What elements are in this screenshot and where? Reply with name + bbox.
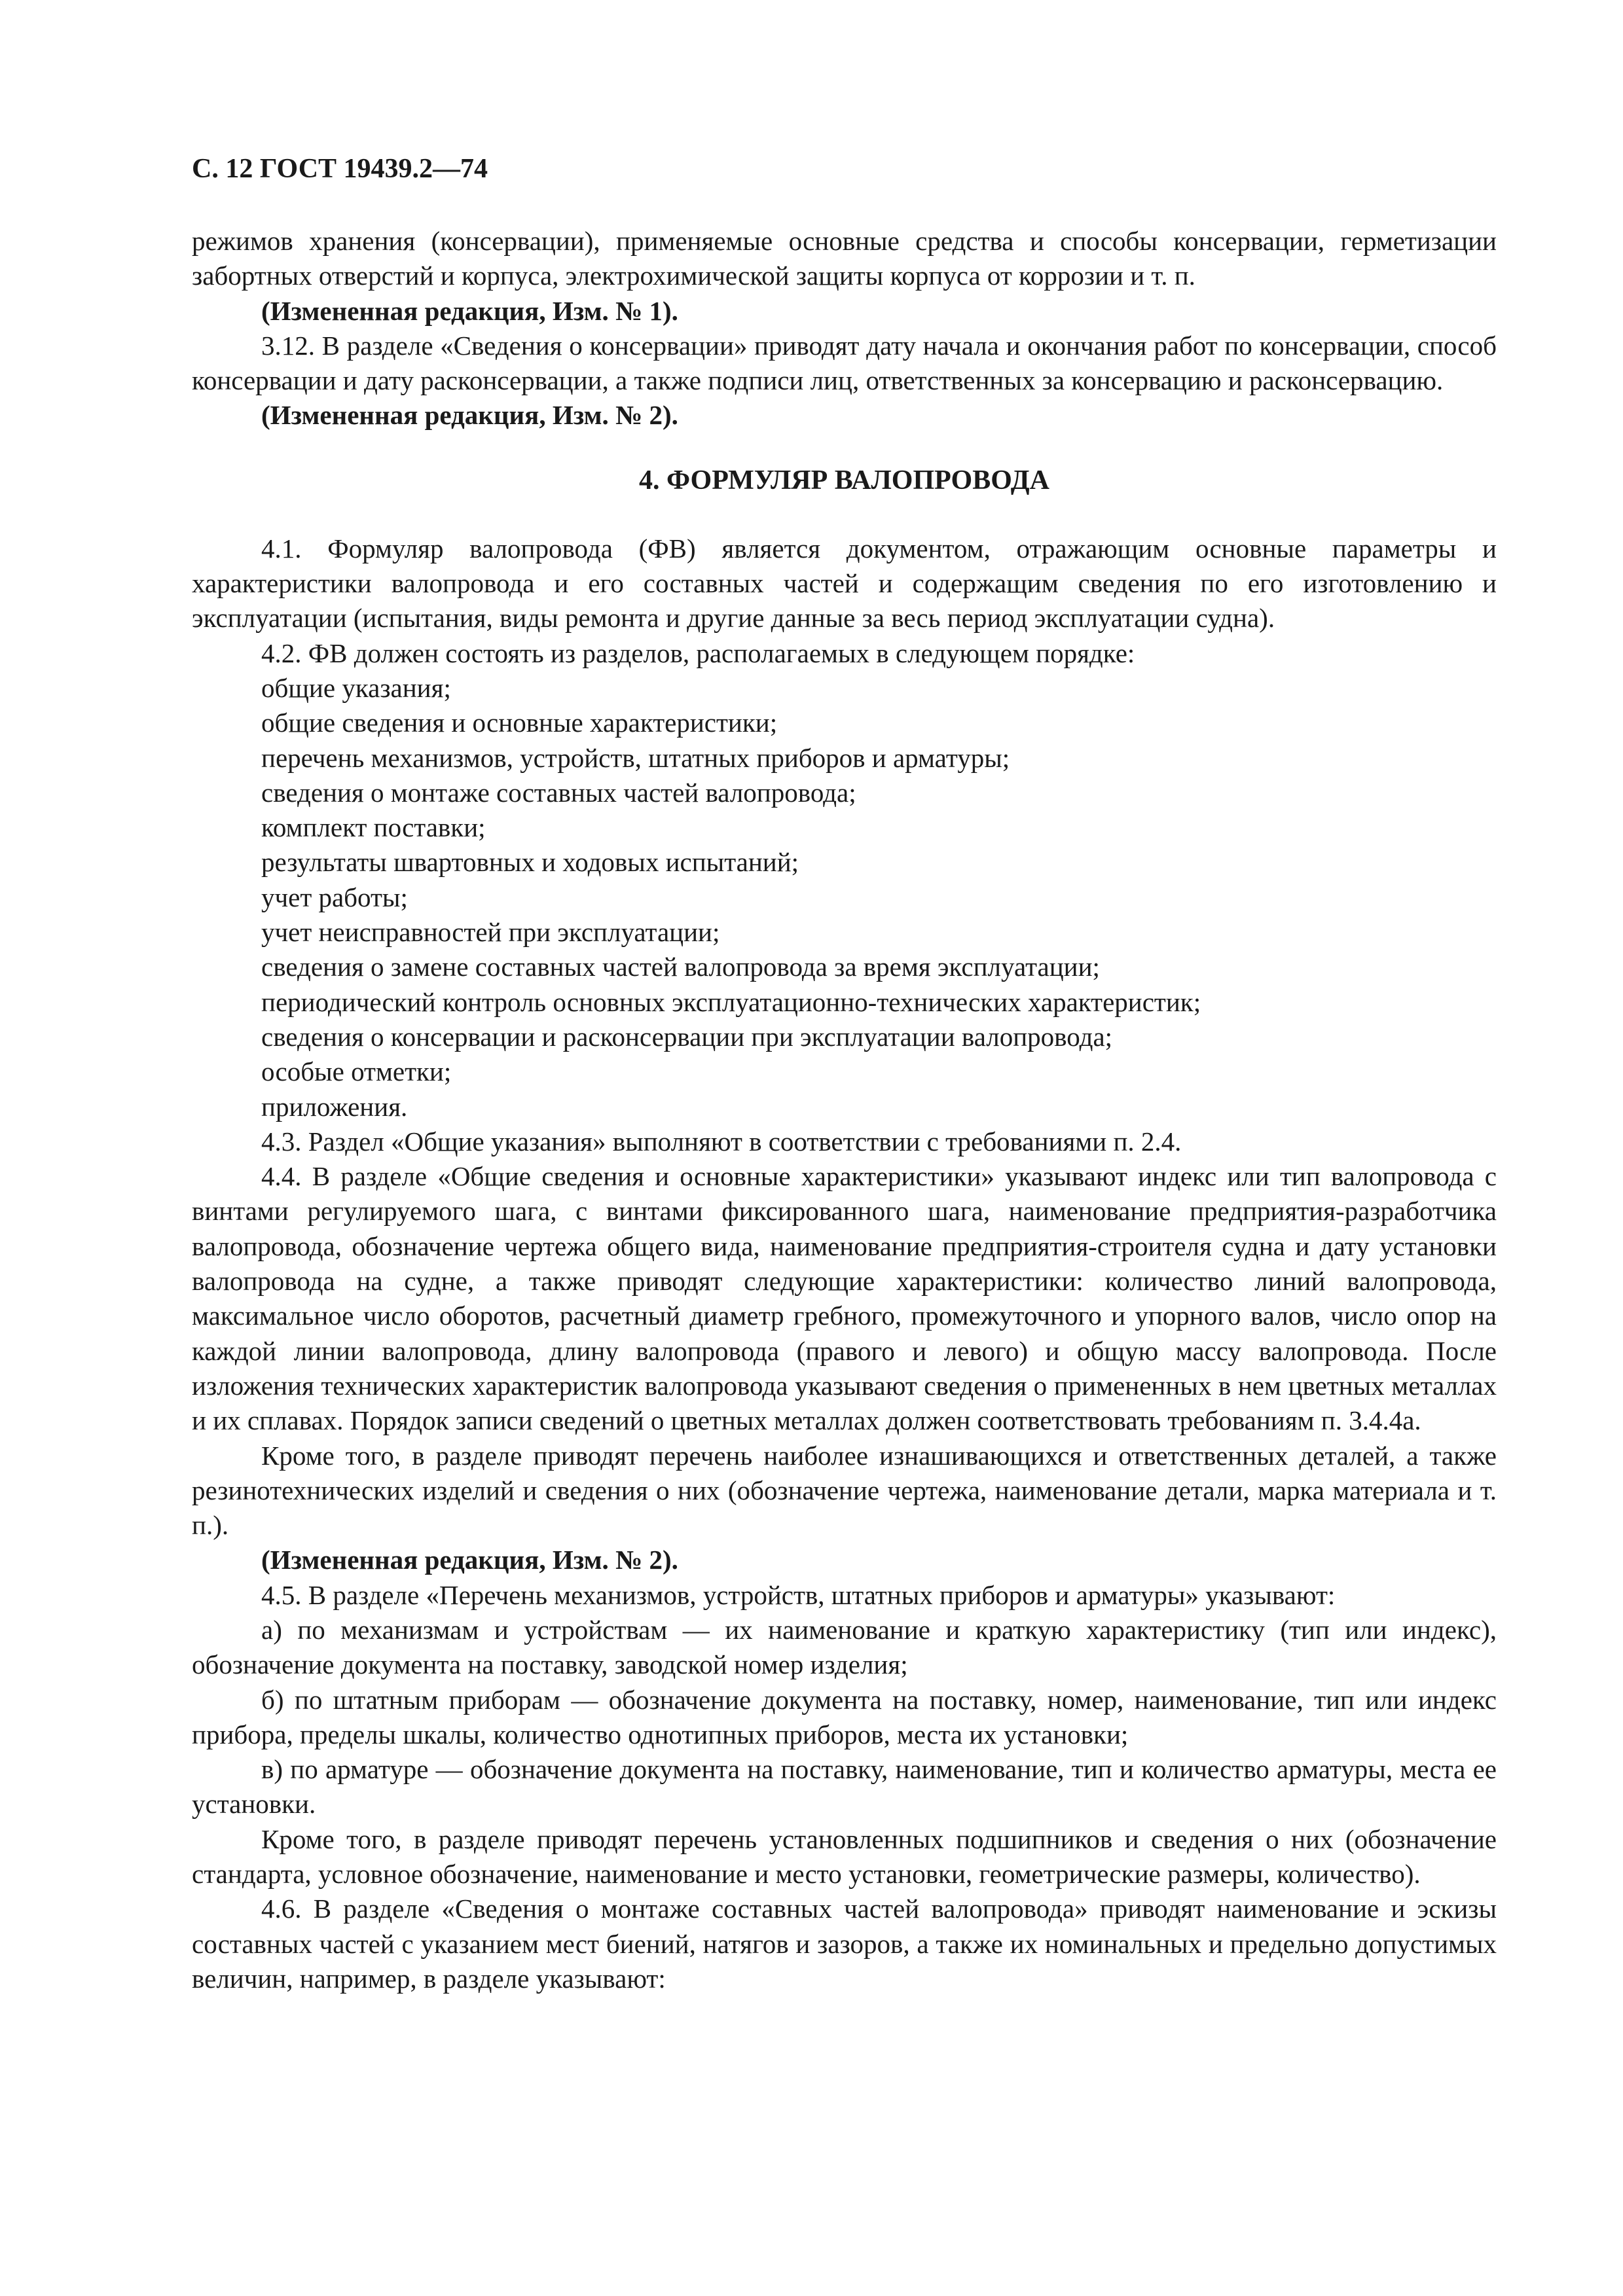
amendment-note: (Измененная редакция, Изм. № 2).	[261, 400, 678, 431]
paragraph: а) по механизмам и устройствам — их наименование и краткую характеристику (тип или индекс), обозначение документа на поставку, заводской номер изделия;	[192, 1614, 1497, 1680]
list-item: сведения о консервации и расконсервации при эксплуатации валопровода;	[261, 1021, 1113, 1052]
paragraph: Кроме того, в разделе приводят перечень наиболее изнашивающихся и ответственных деталей, а также резинотехнических изделий и сведения о них (обозначение чертежа, наименование детали, марка материала и т. п.).	[192, 1440, 1497, 1541]
list-item: общие сведения и основные характеристики;	[261, 708, 778, 738]
section-title: 4. ФОРМУЛЯР ВАЛОПРОВОДА	[638, 465, 1050, 495]
paragraph: 4.4. В разделе «Общие сведения и основные характеристики» указывают индекс или тип валопровода с винтами регулируемого шага, с винтами фиксированного шага, наименование предприятия-разработчика валопровода, обозначение чертежа общего вида, наименование предприятия-строителя судна и дату установки валопровода на судне, а также приводят следующие характеристики: количество линий валопровода, максимальное число оборотов, расчетный диаметр гребного, промежуточного и упорного валов, число опор на каждой линии валопровода, длину валопровода (правого и левого) и общую массу валопровода. После изложения технических характеристик валопровода указывают сведения о примененных в нем цветных металлах и их сплавах. Порядок записи сведений о цветных металлах должен соответствовать требованиям п. 3.4.4а.	[192, 1161, 1497, 1436]
list-item: учет неисправностей при эксплуатации;	[261, 917, 720, 948]
paragraph: 4.6. В разделе «Сведения о монтаже составных частей валопровода» приводят наименование и эскизы составных частей с указанием мест биений, натягов и зазоров, а также их номинальных и предельно допустимых величин, например, в разделе указывают:	[192, 1893, 1497, 1994]
paragraph: 4.5. В разделе «Перечень механизмов, устройств, штатных приборов и арматуры» указывают:	[261, 1579, 1336, 1610]
list-item: учет работы;	[261, 882, 408, 912]
document-page	[192, 152, 1497, 1996]
paragraph: режимов хранения (консервации), применяемые основные средства и способы консервации, герметизации забортных отверстий и корпуса, электрохимической защиты корпуса от коррозии и т. п.	[192, 226, 1497, 291]
list-item: перечень механизмов, устройств, штатных приборов и арматуры;	[261, 742, 1010, 773]
paragraph: б) по штатным приборам — обозначение документа на поставку, номер, наименование, тип или индекс прибора, пределы шкалы, количество однотипных приборов, места их установки;	[192, 1684, 1497, 1749]
amendment-note: (Измененная редакция, Изм. № 1).	[261, 295, 678, 326]
list-item: сведения о монтаже составных частей валопровода;	[261, 777, 856, 808]
paragraph: 4.2. ФВ должен состоять из разделов, располагаемых в следующем порядке:	[261, 637, 1135, 668]
paragraph: 3.12. В разделе «Сведения о консервации» приводят дату начала и окончания работ по консервации, способ консервации и дату расконсервации, а также подписи лиц, ответственных за консервацию и расконсервацию.	[192, 330, 1497, 396]
list-item: общие указания;	[261, 672, 451, 703]
page-header: С. 12 ГОСТ 19439.2—74	[192, 154, 488, 184]
paragraph: Кроме того, в разделе приводят перечень установленных подшипников и сведения о них (обозначение стандарта, условное обозначение, наименование и место установки, геометрические размеры, количество).	[192, 1823, 1497, 1890]
list-item: результаты швартовных и ходовых испытаний;	[261, 847, 799, 878]
list-item: особые отметки;	[261, 1056, 452, 1087]
list-item: приложения.	[261, 1091, 408, 1122]
list-item: периодический контроль основных эксплуатационно-технических характеристик;	[261, 986, 1201, 1017]
paragraph: 4.1. Формуляр валопровода (ФВ) является документом, отражающим основные параметры и характеристики валопровода и его составных частей и содержащим сведения по его изготовлению и эксплуатации (испытания, виды ремонта и другие данные за весь период эксплуатации судна).	[192, 533, 1497, 634]
amendment-note: (Измененная редакция, Изм. № 2).	[261, 1545, 678, 1575]
list-item: комплект поставки;	[261, 812, 486, 843]
paragraph: 4.3. Раздел «Общие указания» выполняют в соответствии с требованиями п. 2.4.	[261, 1126, 1182, 1157]
paragraph: в) по арматуре — обозначение документа на поставку, наименование, тип и количество арматуры, места ее установки.	[192, 1754, 1497, 1820]
list-item: сведения о замене составных частей валопровода за время эксплуатации;	[261, 952, 1100, 982]
document-body	[192, 224, 1497, 1996]
